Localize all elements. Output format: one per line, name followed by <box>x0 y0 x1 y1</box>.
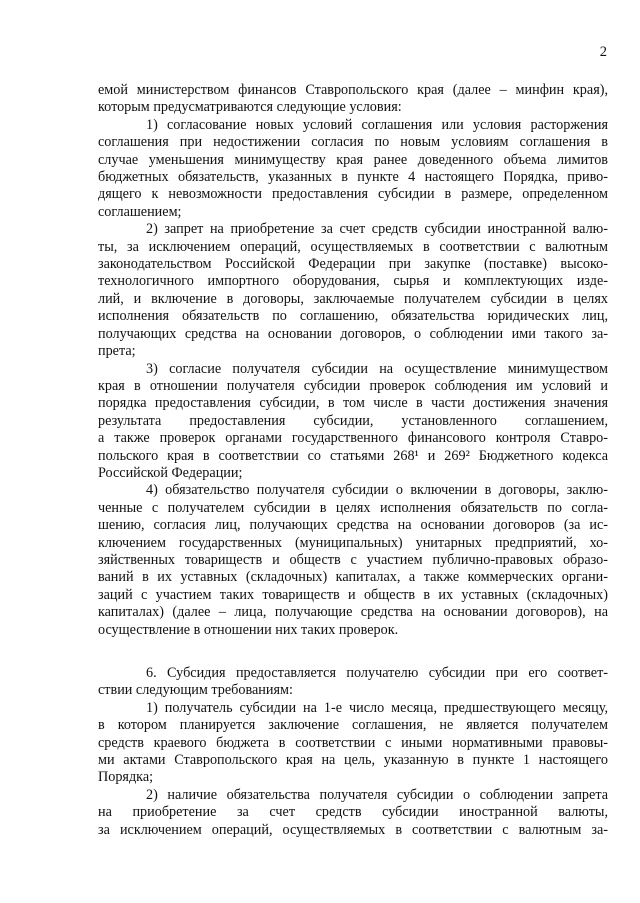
document-body <box>98 82 608 839</box>
section-gap <box>98 639 608 665</box>
text-line: ты, за исключением операций, осуществляемых в соответствии с валютным <box>98 238 608 255</box>
text-line: бюджетных обязательств, указанных в пункте 4 настоящего Порядка, приво- <box>98 169 608 186</box>
text-line: порядка предоставления субсидии, в том числе в части достижения значения <box>98 395 608 412</box>
text-line: края в отношении получателя субсидии проверок соблюдения им условий и <box>98 377 608 394</box>
text-line: лий, и включение в договоры, заключаемые получателем субсидии в целях <box>98 290 608 307</box>
text-line: ключением государственных (муниципальных) унитарных предприятий, хо- <box>98 534 608 551</box>
page-number: 2 <box>599 44 607 60</box>
text-line: Российской Федерации; <box>98 464 243 481</box>
text-line: которым предусматриваются следующие условия: <box>98 99 402 116</box>
paragraph-item-3 <box>98 361 608 483</box>
text-line: случае уменьшения минимуществу края ранее доведенного объема лимитов <box>98 151 608 168</box>
text-line: средств краевого бюджета в соответствии с иными нормативными правовы- <box>98 734 608 751</box>
text-line: шению, согласия лиц, получающих средства на основании договоров (за ис- <box>98 517 608 534</box>
text-line: исполнения обязательств по соглашению, обязательства юридических лиц, <box>98 308 608 325</box>
text-line: в котором планируется заключение соглашения, не является получателем <box>98 717 608 734</box>
paragraph-item-1 <box>98 117 608 221</box>
text-line: 1) согласование новых условий соглашения или условия расторжения <box>146 116 608 133</box>
text-line: ченные с получателем субсидии в целях исполнения обязательств по согла- <box>98 499 608 516</box>
paragraph-section-6-item-2 <box>98 787 608 839</box>
text-line: осуществление в отношении них таких проверок. <box>98 621 399 638</box>
text-line: получающих средства на основании договоров, о соблюдении ими такого за- <box>98 325 608 342</box>
text-line: емой министерством финансов Ставропольского края (далее – минфин края), <box>98 82 608 98</box>
text-line: капиталах) (далее – лица, получающие средства на основании договоров), на <box>98 604 608 621</box>
text-line: за исключением операций, осуществляемых в соответствии с валютным за- <box>98 821 608 838</box>
text-line: 1) получатель субсидии на 1-е число месяца, предшествующего месяцу, <box>146 699 608 716</box>
text-line: Порядка; <box>98 769 154 786</box>
text-line: на приобретение за счет средств субсидии иностранной валюты, <box>98 804 608 821</box>
text-line: 6. Субсидия предоставляется получателю субсидии при его соответ- <box>146 665 608 681</box>
text-line: а также проверок органами государственного финансового контроля Ставро- <box>98 430 608 447</box>
text-line: соглашения при недостижении согласия по новым условиям соглашения в <box>98 134 608 151</box>
paragraph-section-6-item-1 <box>98 700 608 787</box>
text-line: прета; <box>98 343 136 360</box>
paragraph-section-6 <box>98 665 608 700</box>
text-line: законодательством Российской Федерации при закупке (поставке) высоко- <box>98 256 608 273</box>
text-line: дящего к невозможности предоставления субсидии в размере, определенном <box>98 186 608 203</box>
paragraph-intro <box>98 82 608 117</box>
text-line: 2) наличие обязательства получателя субсидии о соблюдении запрета <box>146 786 608 803</box>
text-line: заций с участием таких товариществ и обществ в их уставных (складочных) <box>98 586 608 603</box>
text-line: ми актами Ставропольского края на цель, указанную в пункте 1 настоящего <box>98 752 608 769</box>
text-line: 2) запрет на приобретение за счет средств субсидии иностранной валю- <box>146 221 608 238</box>
paragraph-item-2 <box>98 221 608 360</box>
text-line: 4) обязательство получателя субсидии о включении в договоры, заклю- <box>146 482 608 499</box>
text-line: 3) согласие получателя субсидии на осуществление минимуществом <box>146 360 608 377</box>
text-line: ваний в их уставных (складочных) капиталах, а также коммерческих органи- <box>98 569 608 586</box>
text-line: польского края в соответствии со статьями 268¹ и 269² Бюджетного кодекса <box>98 447 608 464</box>
text-line: соглашением; <box>98 203 182 220</box>
text-line: зяйственных товариществ и обществ с участием публично-правовых образо- <box>98 551 608 568</box>
text-line: результата предоставления субсидии, установленного соглашением, <box>98 412 608 429</box>
paragraph-item-4 <box>98 482 608 639</box>
text-line: технологичного импортного оборудования, сырья и комплектующих изде- <box>98 273 608 290</box>
text-line: ствии следующим требованиям: <box>98 682 293 699</box>
